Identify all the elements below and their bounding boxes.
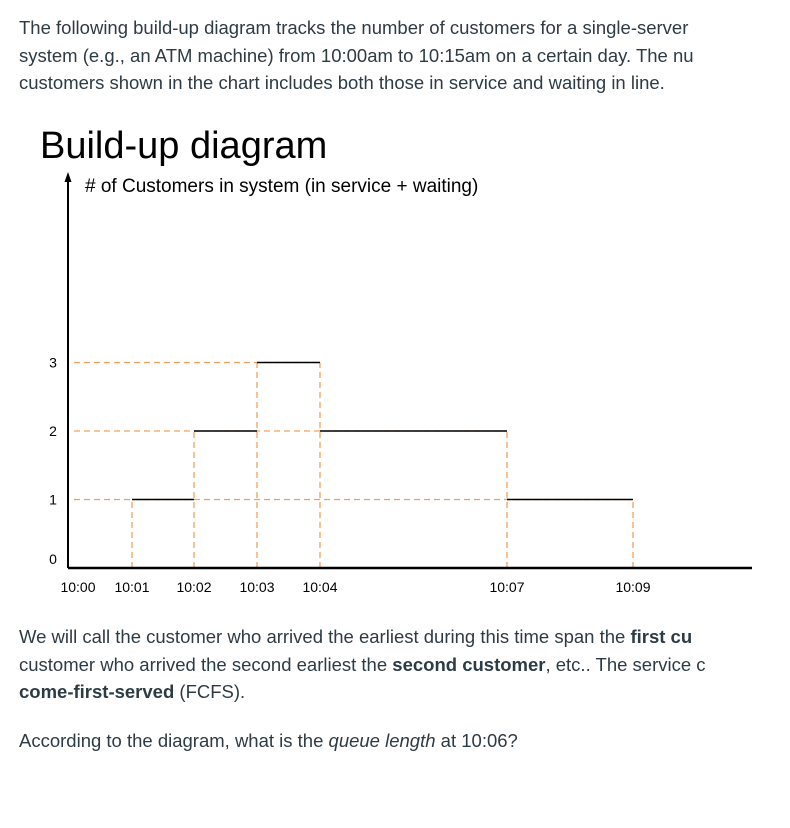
x-tick-label-1001: 10:01 — [114, 579, 150, 595]
axes — [65, 172, 753, 568]
question-line — [19, 727, 751, 755]
y-tick-labels — [49, 355, 57, 568]
question-tail: at 10:06? — [435, 730, 518, 751]
y-tick-label-1: 1 — [49, 491, 57, 508]
first-customer-term: first cu — [630, 626, 693, 647]
x-tick-label-1004: 10:04 — [302, 579, 338, 595]
x-tick-label-1007: 10:07 — [489, 579, 525, 595]
x-tick-label-1009: 10:09 — [615, 579, 651, 595]
guide-lines — [74, 363, 633, 569]
definition-line-3 — [19, 678, 751, 706]
intro-line-1: The following build-up diagram tracks the number of customers for a single-server — [19, 17, 689, 38]
y-axis-label: # of Customers in system (in service + waiting) — [85, 176, 479, 197]
definition-line-2-tail: , etc.. The service c — [545, 653, 706, 675]
y-tick-label-2: 2 — [49, 423, 57, 439]
definition-line-3-tail: (FCFS). — [174, 681, 246, 702]
second-customer-term: second customer — [392, 653, 546, 675]
x-tick-label-1003: 10:03 — [239, 579, 275, 595]
question-paragraph — [19, 727, 751, 755]
definition-line-1-text: We will call the customer who arrived the earliest during this time span the — [19, 626, 631, 647]
definition-line-1 — [19, 623, 751, 651]
intro-line-2: system (e.g., an ATM machine) from 10:00am to 10:15am on a certain day. The nu — [19, 44, 694, 66]
definition-line-2-text: customer who arrived the second earliest the — [19, 653, 393, 675]
intro-paragraph — [19, 14, 751, 97]
fcfs-term: come-first-served — [19, 681, 175, 702]
build-up-diagram-chart — [0, 110, 790, 600]
intro-line-3: customers shown in the chart includes both those in service and waiting in line. — [19, 72, 665, 93]
y-tick-label-3: 3 — [49, 354, 57, 371]
queue-length-term: queue length — [328, 730, 436, 751]
question-text: According to the diagram, what is the — [19, 730, 329, 751]
chart-title: Build-up diagram — [40, 125, 328, 167]
definition-paragraph — [19, 623, 751, 706]
definition-line-2 — [19, 651, 751, 679]
x-tick-label-1000: 10:00 — [60, 579, 96, 595]
y-axis-arrowhead — [65, 172, 72, 182]
y-tick-label-0: 0 — [49, 551, 57, 567]
x-tick-labels — [60, 579, 650, 595]
step-series — [132, 363, 633, 500]
x-tick-label-1002: 10:02 — [176, 579, 212, 595]
